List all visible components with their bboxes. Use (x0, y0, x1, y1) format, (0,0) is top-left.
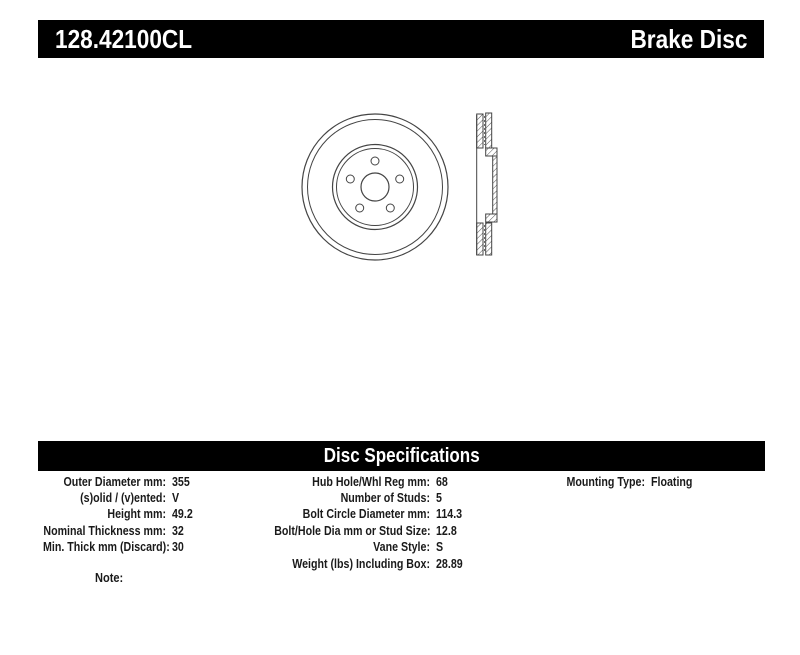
outer-diameter-circle (302, 114, 448, 260)
stud-hole (386, 204, 394, 212)
section-hat-wall (493, 156, 497, 214)
spec-value: 28.89 (436, 555, 463, 571)
spec-row-min-thickness (16, 539, 197, 555)
spec-value: 12.8 (436, 522, 457, 538)
spec-label: Weight (lbs) Including Box: (292, 555, 430, 571)
spec-value: Floating (651, 473, 693, 489)
spec-row-number-of-studs (240, 489, 469, 505)
spec-label: Min. Thick mm (Discard): (43, 539, 170, 555)
stud-hole (396, 175, 404, 183)
spec-section-header (38, 441, 765, 471)
section-top-plate-outboard (477, 114, 483, 148)
spec-value: 49.2 (172, 506, 193, 522)
spec-label: Bolt/Hole Dia mm or Stud Size: (274, 522, 431, 538)
section-top-plate-inboard (486, 113, 492, 148)
spec-label: Number of Studs: (340, 490, 430, 506)
brake-disc-cross-section-drawing (477, 113, 497, 255)
spec-row-mounting-type (485, 473, 702, 489)
friction-surface-inner-circle (308, 120, 443, 255)
spec-value: 355 (172, 473, 190, 489)
spec-value: V (172, 490, 180, 506)
spec-row-bolt-circle-diameter (240, 506, 469, 522)
spec-label: Nominal Thickness mm: (43, 522, 166, 538)
spec-label: Vane Style: (373, 539, 430, 555)
spec-column-left (16, 473, 197, 555)
spec-column-right (485, 473, 702, 489)
spec-value: S (436, 539, 444, 555)
section-bottom-plate-inboard (486, 223, 492, 255)
spec-row-hub-hole (240, 473, 469, 489)
brake-disc-front-view-drawing (302, 114, 448, 260)
hat-inner-circle (337, 149, 414, 226)
stud-hole (356, 204, 364, 212)
hub-hole-circle (361, 173, 389, 201)
spec-section-title: Disc Specifications (323, 444, 480, 467)
part-number: 128.42100CL (55, 23, 193, 54)
spec-label: Mounting Type: (566, 473, 645, 489)
spec-row-height (16, 506, 197, 522)
spec-column-middle (240, 473, 469, 571)
spec-row-solid-vented (16, 489, 197, 505)
header-bar (38, 20, 764, 58)
spec-value: 32 (172, 522, 184, 538)
section-hat-flange-bottom (486, 214, 497, 222)
stud-hole (371, 157, 379, 165)
section-bottom-plate-outboard (477, 223, 483, 255)
spec-value: 68 (436, 473, 448, 489)
technical-drawing (278, 98, 522, 270)
spec-value: 5 (436, 490, 442, 506)
spec-label: Height mm: (107, 506, 166, 522)
section-hat-flange-top (486, 148, 497, 156)
stud-holes (346, 157, 403, 212)
note-label: Note: (95, 570, 124, 585)
spec-label: Bolt Circle Diameter mm: (302, 506, 430, 522)
spec-row-vane-style (240, 539, 469, 555)
spec-row-nominal-thickness (16, 522, 197, 538)
spec-label: (s)olid / (v)ented: (80, 490, 166, 506)
spec-row-weight (240, 555, 469, 571)
spec-label: Outer Diameter mm: (63, 473, 166, 489)
spec-label: Hub Hole/Whl Reg mm: (312, 473, 430, 489)
spec-row-outer-diameter (16, 473, 197, 489)
spec-value: 30 (172, 539, 184, 555)
product-type-title: Brake Disc (630, 23, 747, 54)
stud-hole (346, 175, 354, 183)
spec-row-bolt-hole-dia (240, 522, 469, 538)
spec-value: 114.3 (436, 506, 463, 522)
